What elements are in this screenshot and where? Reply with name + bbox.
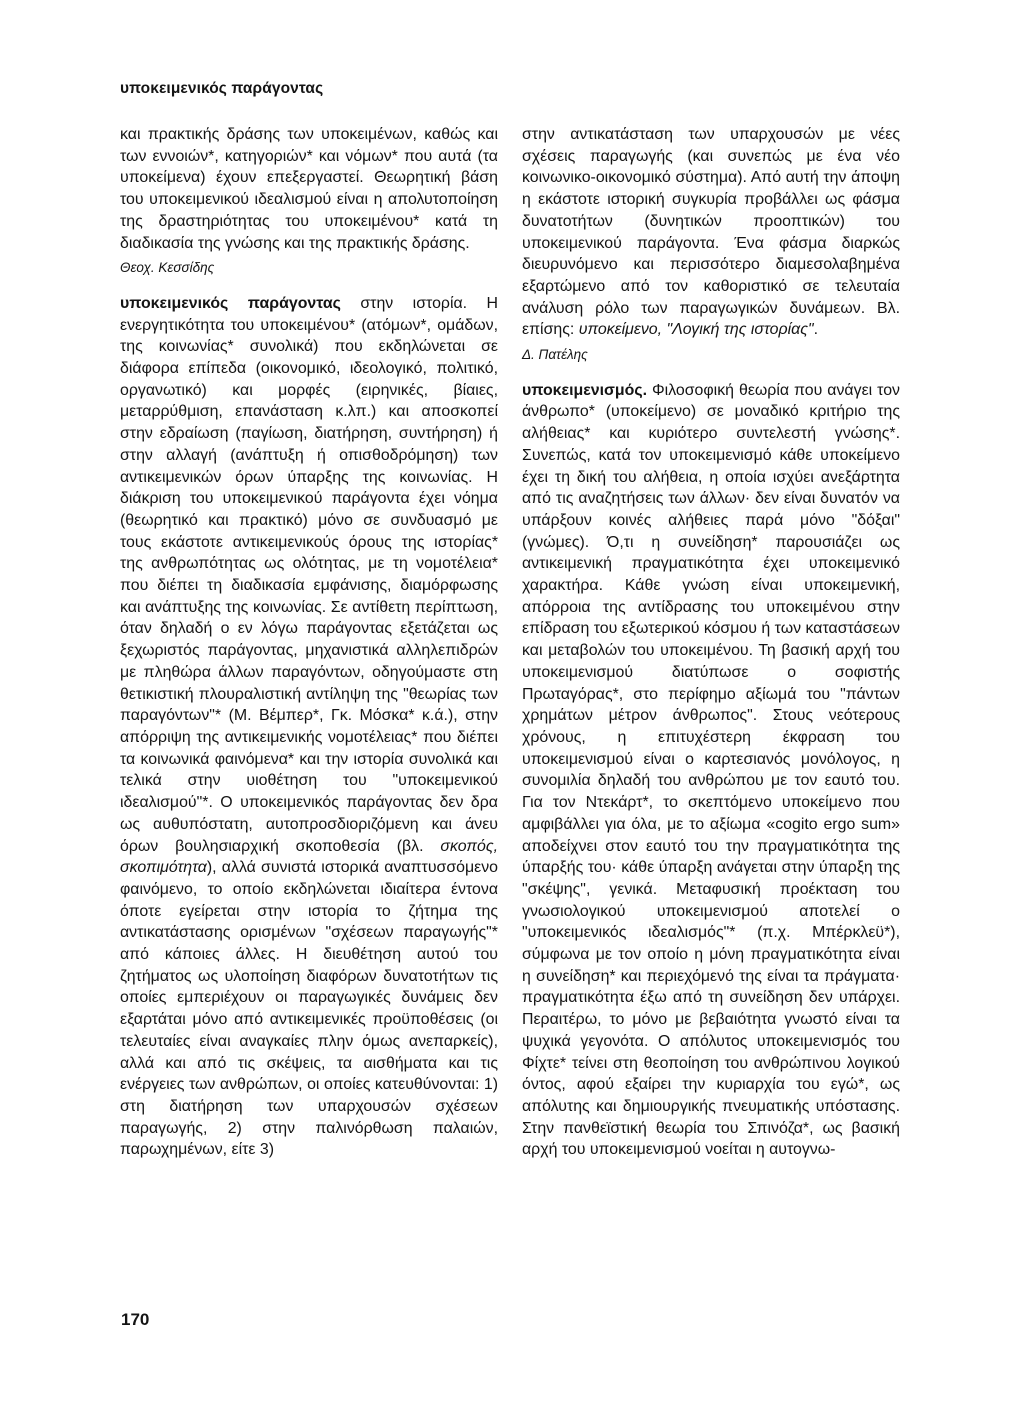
entry-text: . (813, 321, 818, 339)
entry-subjective-factor (120, 293, 498, 1161)
right-column (522, 124, 900, 1161)
running-head: υποκειμενικός παράγοντας (120, 80, 324, 97)
entry-headword: υποκειμενικός παράγοντας (120, 294, 341, 312)
cross-reference: σκοπός, σκοπιμότητα (120, 837, 498, 877)
entry-continuation (522, 124, 900, 341)
entry-continuation: και πρακτικής δράσης των υποκειμένων, καθώς και των εννοιών*, κατηγοριών* και νόμων* που αυτά (τα υποκείμενα) έχουν επεξεργαστεί. Θεωρητική βάση του υποκειμενικού ιδεαλισμού είναι η απολυτοποίηση της δραστηριότητας του υποκειμένου* κατά τη διαδικασία της γνώσης και της πρακτικής δράσης. (120, 126, 498, 252)
entry-text: στην ιστορία. Η ενεργητικότητα του υποκειμένου* (ατόμων*, ομάδων, της κοινωνίας* συνολικά) που εκδηλώνεται σε διάφορα επίπεδα (οικονομικό, ιδεολογικό, πολιτικό, οργανωτικό) και μορφές (ειρηνικές, βίαιες, μεταρρύθμιση, επανάσταση κ.λπ.) και αποσκοπεί στην εδραίωση (παγίωση, διατήρηση, συντήρηση) ή στην αλλαγή (ανάπτυξη ή οπισθοδρόμηση) των αντικειμενικών όρων ύπαρξης της κοινωνίας. Η διάκριση του υποκειμενικού παράγοντα έχει νόημα (θεωρητικό και πρακτικό) μόνο σε συνδυασμό με τους εκάστοτε αντικειμενικούς όρους της ιστορίας* της ανθρωπότητας ως ολότητας, με τη νομοτέλεια* που διέπει τη διαδικασία εμφάνισης, διαμόρφωσης και ανάπτυξης της κοινωνίας. Σε αντίθετη περίπτωση, όταν δηλαδή ο εν λόγω παράγοντας εξετάζεται ως ξεχωριστός παράγοντας, μηχανιστικά αλληλεπιδρών με πληθώρα άλλων παραγόντων, οδηγούμαστε στη θετικιστική πλουραλιστική αντίληψη της "θεωρίας των παραγόντων"* (Μ. Βέμπερ*, Γκ. Μόσκα* κ.ά.), στην απόρριψη της αντικειμενικής νομοτέλειας* που διέπει τα κοινωνικά φαινόμενα* και την ιστορία συνολικά και τελικά στην υιοθέτηση του "υποκειμενικού ιδεαλισμού"*. Ο υποκειμενικός παράγοντας δεν δρα ως αυθυπόστατη, αυτοπροσδιοριζόμενη και άνευ όρων βουλησιαρχική σκοποθεσία (βλ. (120, 294, 498, 855)
entry-author: Θεοχ. Κεσσίδης (120, 260, 215, 276)
entry-text: Φιλοσοφική θεωρία που ανάγει τον άνθρωπο* (υποκείμενο) σε μοναδικό κριτήριο της αλήθειας* και κυριότερο συντελεστή γνώσης*. Συνεπώς, κατά τον υποκειμενισμό κάθε υποκείμενο έχει τη δική του αλήθεια, η οποία ισχύει ανεξάρτητα από τις αναζητήσεις των άλλων· δεν είναι δυνατόν να υπάρξουν κοινές αλήθειες παρά μόνο "δόξαι" (γνώμες). Ό,τι η συνείδηση* παρουσιάζει ως αντικειμενική πραγματικότητα έχει υποκειμενικό χαρακτήρα. Κάθε γνώση είναι υποκειμενική, απόρροια της αντίδρασης του υποκειμένου στην επίδραση του εξωτερικού κόσμου ή των καταστάσεων και μεταβολών του υποκειμένου. Τη βασική αρχή του υποκειμενισμού διατύπωσε ο σοφιστής Πρωταγόρας*, στο περίφημο αξίωμά του "πάντων χρημάτων μέτρον άνθρωπος". Στους νεότερους χρόνους, η επιτυχέστερη έκφραση του υποκειμενισμού είναι ο καρτεσιανός μονόλογος, η συνομιλία δηλαδή του ανθρώπου με τον εαυτό του. Για τον Ντεκάρτ*, το σκεπτόμενο υποκείμενο που αμφιβάλλει για όλα, με το αξίωμα «cogito ergo sum» αποδείχνει στον εαυτό του την πραγματικότητα της ύπαρξής του· κάθε ύπαρξη ανάγεται στην ύπαρξη της "σκέψης", γενικά. Μεταφυσική προέκταση του γνωσιολογικού υποκειμενισμού αποτελεί ο "υποκειμενικός ιδεαλισμός"* (π.χ. Μπέρκλεϋ*), σύμφωνα με τον οποίο η μόνη πραγματικότητα είναι η συνείδηση* και περιεχόμενό της είναι τα πράγματα· πραγματικότητα έξω από τη συνείδηση δεν υπάρχει. Περαιτέρω, το μόνο με βεβαιότητα γνωστό είναι τα ψυχικά γεγονότα. Ο απόλυτος υποκειμενισμός του Φίχτε* τείνει στη θεοποίηση του ανθρώπινου λογικού όντος, αφού εξαίρει την κυριαρχία του εγώ*, ως απόλυτης και δημιουργικής πνευματικής υπόστασης. Στην πανθεϊστική θεωρία του Σπινόζα*, ως βασική αρχή του υποκειμενισμού νοείται η αυτογνω- (522, 381, 900, 1159)
page-number: 170 (121, 1310, 150, 1329)
entry-text: ), αλλά συνιστά ιστορικά αναπτυσσόμενο φαινόμενο, το οποίο εκδηλώνεται ιδιαίτερα έντονα όποτε εγείρεται στην ιστορία το ζήτημα της αντικατάστασης ορισμένων "σχέσεων παραγωγής"* από κάποιες άλλες. Η διευθέτηση αυτού του ζητήματος ως υλοποίηση διαφόρων δυνατοτήτων τις οποίες εμπεριέχουν οι παραγωγικές δυνάμεις δεν εξαρτάται μόνο από αντικειμενικές προϋποθέσεις (οι τελευταίες είναι αναγκαίες πλην όμως ανεπαρκείς), αλλά και από τις σκέψεις, τα αισθήματα και τις ενέργειες των ανθρώπων, οι οποίες κατευθύνονται: 1) στη διατήρηση των υπαρχουσών σχέσεων παραγωγής, 2) στην παλινόρθωση παλαιών, παρωχημένων, είτε 3) (120, 859, 498, 1159)
entry-subjectivism (522, 380, 900, 1161)
entry-text: στην αντικατάσταση των υπαρχουσών με νέες σχέσεις παραγωγής (και συνεπώς με ένα νέο κοινωνικο-οικονομικό σύστημα). Από αυτή την άποψη η εκάστοτε ιστορική συγκυρία προβάλλει ως φάσμα δυνατοτήτων (δυνητικών προοπτικών) του υποκειμενικού παράγοντα. Ένα φάσμα διαρκώς διευρυνόμενο και περισσότερο διαμεσολαβημένα εξαρτώμενο από τον καθοριστικό σε τελευταία ανάλυση ρόλο των παραγωγικών δυνάμεων. Βλ. επίσης: (522, 126, 900, 339)
cross-reference: υποκείμενο, "Λογική της ιστορίας" (578, 321, 814, 339)
left-column (120, 124, 498, 1161)
entry-author: Δ. Πατέλης (522, 347, 588, 363)
entry-headword: υποκειμενισμός. (522, 381, 647, 399)
